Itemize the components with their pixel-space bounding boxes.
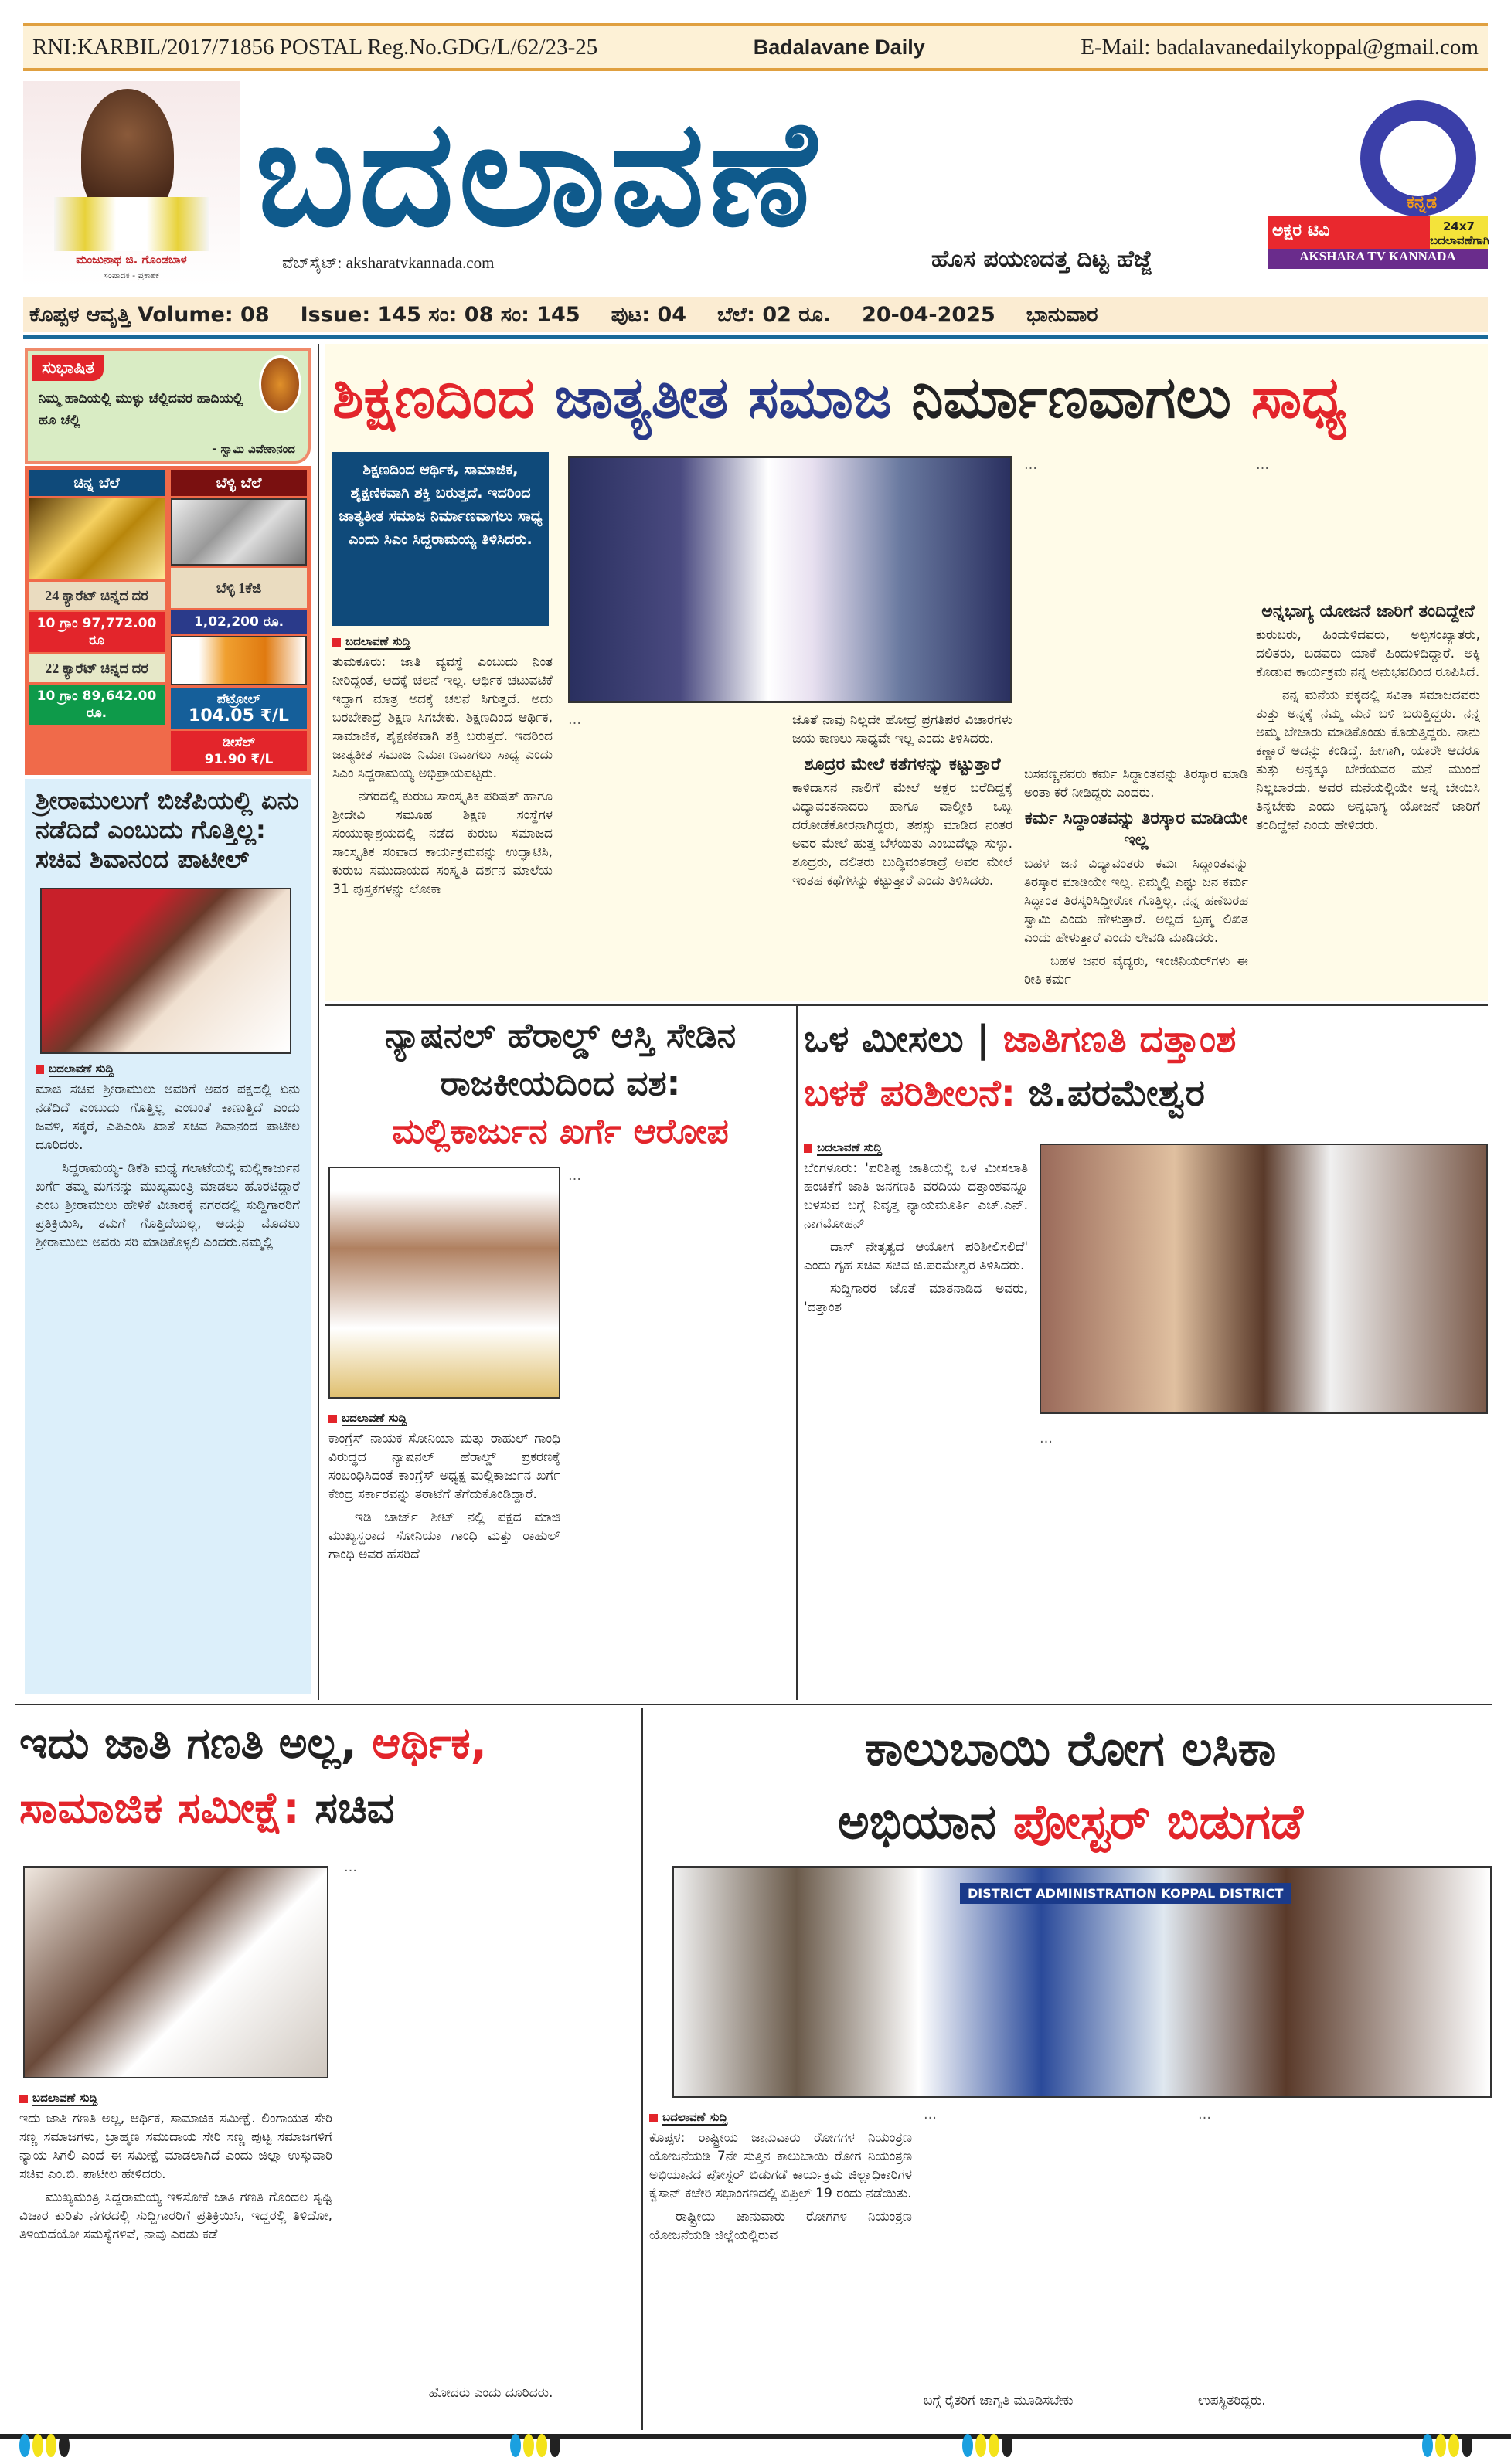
- text: ಸಾಧ್ಯ: [1251, 365, 1347, 431]
- text: ಕಾಂಗ್ರೆಸ್ ನಾಯಕ ಸೋನಿಯಾ ಮತ್ತು ರಾಹುಲ್ ಗಾಂಧಿ ವಿರುದ್ಧದ ನ್ಯಾಷನಲ್ ಹೆರಾಲ್ಡ್ ಪ್ರಕರಣಕ್ಕೆ ಸಂಬಂಧಿಸಿದಂತೆ ಕಾಂಗ್ರೆಸ್ ಅಧ್ಯಕ್ಷ ಮಲ್ಲಿಕಾರ್ಜುನ ಖರ್ಗೆ ಕೇಂದ್ರ ಸರ್ಕಾರವನ್ನು ತರಾಟೆಗೆ ತೆಗೆದುಕೊಂಡಿದ್ದಾರೆ.: [328, 1431, 560, 1502]
- tv-logo-badge: 24x7 ಬದಲಾವಣೆಗಾಗಿ: [1430, 216, 1488, 249]
- registration-marks: [510, 2434, 560, 2457]
- gold-prices: [29, 470, 165, 771]
- diesel-label: ಡೀಸೆಲ್: [223, 735, 255, 750]
- silver-value: 1,02,200 ರೂ.: [171, 610, 307, 634]
- paper-name-english: Badalavane Daily: [753, 35, 925, 59]
- petrol-label: ಪೆಟ್ರೋಲ್: [216, 692, 261, 707]
- editor-role: ಸಂಪಾದಕ - ಪ್ರಕಾಶಕ: [103, 270, 159, 280]
- lead-column-3: [792, 711, 1012, 997]
- registration-numbers: RNI:KARBIL/2017/71856 POSTAL Reg.No.GDG/L/62/23-25: [32, 34, 598, 59]
- text: ಬಳಕೆ ಪರಿಶೀಲನೆ:: [804, 1072, 1029, 1115]
- poster-banner-text: DISTRICT ADMINISTRATION KOPPAL DISTRICT: [960, 1883, 1291, 1904]
- text: ರಾಷ್ಟ್ರೀಯ ಜಾನುವಾರು ರೋಗಗಳ ನಿಯಂತ್ರಣ ಯೋಜನೆಯಡಿ ಜಿಲ್ಲೆಯಲ್ಲಿರುವ: [649, 2209, 912, 2243]
- article-headline: ಕಾಲುಬಾಯಿ ರೋಗ ಲಸಿಕಾ: [864, 1720, 1277, 1776]
- text: ಬದಲಾವಣೆ ಸುದ್ದಿ: [345, 634, 411, 648]
- column-divider: [796, 1004, 798, 1700]
- price-board: [25, 466, 311, 775]
- text: ಬದಲಾವಣೆ ಸುದ್ದಿ: [817, 1140, 883, 1154]
- paragraph: ಮಾಜಿ ಸಚಿವ ಶ್ರೀರಾಮುಲು ಅವರಿಗೆ ಅವರ ಪಕ್ಷದಲ್ಲಿ ಏನು ನಡೆದಿದೆ ಎಂಬುದು ಗೊತ್ತಿಲ್ಲ ಎಂಬಂತೆ ಕಾಣುತ್ತಿದೆ ಎಂದು ಜವಳಿ, ಸಕ್ಕರೆ, ಎಪಿಎಂಸಿ ಖಾತೆ ಸಚಿವ ಶಿವಾನಂದ ಪಾಟೀಲ ದೂರಿದರು.: [36, 1082, 300, 1154]
- text: ಪೋಸ್ಟರ್ ಬಿಡುಗಡೆ: [1012, 1793, 1304, 1850]
- issue: Issue: 145 ಸಂ: 08 ಸಂ: 145: [300, 302, 580, 327]
- lead-column-2: …: [568, 712, 581, 728]
- text: ಇದು ಜಾತಿ ಗಣತಿ ಅಲ್ಲ,: [19, 1718, 373, 1769]
- text: ಸಾಮಾಜಿಕ ಸಮೀಕ್ಷೆ:: [19, 1783, 315, 1834]
- text: ಬದಲಾವಣೆ ಸುದ್ದಿ: [342, 1411, 407, 1425]
- text: ನಿರ್ಮಾಣವಾಗಲು: [911, 365, 1251, 431]
- paragraph: ಉಪಸ್ಥಿತರಿದ್ದರು.: [1198, 2393, 1266, 2408]
- subhashita-label: ಸುಭಾಷಿತ: [32, 355, 104, 381]
- divider: [15, 1704, 1492, 1705]
- editor-name: ಮಂಜುನಾಥ ಜಿ. ಗೊಂಡಬಾಳ: [76, 253, 187, 267]
- text: ಕುರುಬರು, ಹಿಂದುಳಿದವರು, ಅಲ್ಪಸಂಖ್ಯಾತರು, ದಲಿತರು, ಬಡವರು ಯಾಕೆ ಹಿಂದುಳಿದಿದ್ದಾರೆ. ಅಕ್ಕಿ ಕೊಡುವ ಕಾರ್ಯಕ್ರಮ ನನ್ನ ಅನುಭವದಿಂದ ರೂಪಿಸಿದೆ.: [1256, 627, 1480, 680]
- text: ಬದಲಾವಣೆ ಸುದ್ದಿ: [49, 1062, 114, 1076]
- lead-article: [325, 344, 1488, 1001]
- gold22-label: 22 ಕ್ಯಾರೆಟ್ ಚಿನ್ನದ ದರ: [29, 654, 165, 682]
- subheading: ಕರ್ಮ ಸಿದ್ಧಾಂತವನ್ನು ತಿರಸ್ಕಾರ ಮಾಡಿಯೇ ಇಲ್ಲ: [1024, 809, 1248, 850]
- paragraph: ಹೋದರು ಎಂದು ದೂರಿದರು.: [428, 2385, 553, 2401]
- text: ಕಾಳಿದಾಸನ ನಾಲಿಗೆ ಮೇಲೆ ಅಕ್ಷರ ಬರೆದಿದ್ದಕ್ಕೆ ವಿದ್ಯಾವಂತನಾದರು ಹಾಗೂ ವಾಲ್ಮೀಕಿ ಒಬ್ಬ ದರೋಡೆಕೋರನಾಗಿದ್ದರು, ತಪಸ್ಸು ಮಾಡಿದ ನಂತರ ಅವರ ಮೇಲೆ ಹುತ್ತ ಬೆಳೆಯಿತು ಎಂಬುದೆಲ್ಲಾ ಸುಳ್ಳು. ಶೂದ್ರರು, ದಲಿತರು ಬುದ್ಧಿವಂತರಾದ್ರೆ ಅವರ ಮೇಲೆ ಇಂತಹ ಕಥೆಗಳನ್ನು ಕಟ್ಟುತ್ತಾರೆ ಎಂದು ತಿಳಿಸಿದರು.: [792, 780, 1012, 889]
- parameshwara-photo: [1040, 1144, 1488, 1414]
- text: ಬದಲಾವಣೆ ಸುದ್ದಿ: [662, 2110, 728, 2124]
- text: ಒಳ ಮೀಸಲು |: [804, 1018, 1003, 1061]
- article-fmd-vaccine: ಕಾಲುಬಾಯಿ ರೋಗ ಲಸಿಕಾ ಅಭಿಯಾನ ಪೋಸ್ಟರ್ ಬಿಡುಗಡೆ DISTRICT ADMINISTRATION KOPPAL DISTRICT ಬದಲಾವಣೆ ಸುದ್ದಿ ಕೊಪ್ಪಳ: ರಾಷ್ಟ್ರೀಯ ಜಾನುವಾರು ರೋಗಗಳ ನಿಯಂತ್ರಣ ಯೋಜನೆಯಡಿ 7ನೇ ಸುತ್ತಿನ ಕಾಲುಬಾಯಿ ರೋಗ ನಿಯಂತ್ರಣ ಅಭಿಯಾನದ ಪೋಸ್ಟರ್ ಬಿಡುಗಡೆ ಕಾರ್ಯಕ್ರಮ ಜಿಲ್ಲಾಧಿಕಾರಿಗಳ ಕ್ವೆಸಾನ್ ಕಚೇರಿ ಸಭಾಂಗಣದಲ್ಲಿ ಏಪ್ರಿಲ್ 19 ರಂದು ನಡೆಯಿತು. ರಾಷ್ಟ್ರೀಯ ಜಾನುವಾರು ರೋಗಗಳ ನಿಯಂತ್ರಣ ಯೋಜನೆಯಡಿ ಜಿಲ್ಲೆಯಲ್ಲಿರುವ … ಬಗ್ಗೆ ರೈತರಿಗೆ ಜಾಗೃತಿ ಮೂಡಿಸಬೇಕು … ಉಪಸ್ಥಿತರಿದ್ದರು.: [649, 1711, 1492, 2426]
- text: ಬೆಂಗಳೂರು: 'ಪರಿಶಿಷ್ಟ ಜಾತಿಯಲ್ಲಿ ಒಳ ಮೀಸಲಾತಿ ಹಂಚಿಕೆಗೆ ಜಾತಿ ಜನಗಣತಿ ವರದಿಯ ದತ್ತಾಂಶವನ್ನೂ ಬಳಸುವ ಬಗ್ಗೆ ನಿವೃತ್ತ ನ್ಯಾಯಮೂರ್ತಿ ಎಚ್.ಎನ್. ನಾಗಮೋಹನ್: [804, 1161, 1028, 1232]
- subhashita-box: [25, 348, 311, 464]
- fuel-pump-icon: [171, 636, 307, 685]
- petrol-value: 104.05 ₹/L: [189, 706, 289, 726]
- article-headline: ನ್ಯಾಷನಲ್ ಹೆರಾಲ್ಡ್ ಆಸ್ತಿ ಸೇಡಿನ ರಾಜಕೀಯದಿಂದ ವಶ:: [384, 1016, 737, 1103]
- silver-header: ಬೆಳ್ಳಿ ಬೆಲೆ: [171, 470, 307, 496]
- text: ಇಡಿ ಚಾರ್ಜ್ ಶೀಟ್ ನಲ್ಲಿ ಪಕ್ಷದ ಮಾಜಿ ಮುಖ್ಯಸ್ಥರಾದ ಸೋನಿಯಾ ಗಾಂಧಿ ಮತ್ತು ರಾಹುಲ್ ಗಾಂಧಿ ಅವರ ಹೆಸರಿದೆ: [328, 1510, 560, 1562]
- tagline: ಹೊಸ ಪಯಣದತ್ತ ದಿಟ್ಟ ಹೆಜ್ಜೆ: [931, 246, 1152, 273]
- editor-shawl: [54, 197, 209, 251]
- website: ವೆಬ್‌ಸೈಟ್: aksharatvkannada.com: [282, 253, 495, 272]
- price: ಬೆಲೆ: 02 ರೂ.: [717, 302, 832, 327]
- text: ಜಿ.ಪರಮೇಶ್ವರ: [1028, 1072, 1205, 1115]
- gold22-value: 10 ಗ್ರಾಂ 89,642.00 ರೂ.: [29, 685, 165, 725]
- article-headline-red: ಮಲ್ಲಿಕಾರ್ಜುನ ಖರ್ಗೆ ಆರೋಪ: [392, 1112, 729, 1151]
- editor-photo: [23, 81, 240, 286]
- byline: [36, 1062, 300, 1077]
- text: ಬಹಳ ಜನರ ವೈದ್ಯರು, ಇಂಜಿನಿಯರ್‌ಗಳು ಈ ರೀತಿ ಕರ್ಮ: [1024, 953, 1248, 987]
- subhashita-quote: ನಿಮ್ಮ ಹಾದಿಯಲ್ಲಿ ಮುಳ್ಳು ಚೆಲ್ಲಿದವರ ಹಾದಿಯಲ್ಲಿ ಹೂ ಚೆಲ್ಲಿ: [39, 391, 243, 428]
- text: ಬದಲಾವಣೆ ಸುದ್ದಿ: [32, 2091, 98, 2105]
- silver-bars-image: [171, 498, 307, 566]
- vivekananda-portrait: [259, 355, 301, 413]
- column-divider: [641, 1708, 643, 2430]
- lead-headline: [332, 348, 1484, 448]
- kharge-photo: [328, 1167, 560, 1399]
- silver-fuel-prices: [171, 470, 307, 771]
- subhashita-author: - ಸ್ವಾಮಿ ವಿವೇಕಾನಂದ: [212, 442, 295, 456]
- text: ಕೊಪ್ಪಳ: ರಾಷ್ಟ್ರೀಯ ಜಾನುವಾರು ರೋಗಗಳ ನಿಯಂತ್ರಣ ಯೋಜನೆಯಡಿ 7ನೇ ಸುತ್ತಿನ ಕಾಲುಬಾಯಿ ರೋಗ ನಿಯಂತ್ರಣ ಅಭಿಯಾನದ ಪೋಸ್ಟರ್ ಬಿಡುಗಡೆ ಕಾರ್ಯಕ್ರಮ ಜಿಲ್ಲಾಧಿಕಾರಿಗಳ ಕ್ವೆಸಾನ್ ಕಚೇರಿ ಸಭಾಂಗಣದಲ್ಲಿ ಏಪ್ರಿಲ್ 19 ರಂದು ನಡೆಯಿತು.: [649, 2130, 912, 2201]
- text: ಅಭಿಯಾನ: [837, 1793, 1013, 1850]
- article-kharge: ನ್ಯಾಷನಲ್ ಹೆರಾಲ್ಡ್ ಆಸ್ತಿ ಸೇಡಿನ ರಾಜಕೀಯದಿಂದ ವಶ: ಮಲ್ಲಿಕಾರ್ಜುನ ಖರ್ಗೆ ಆರೋಪ … ಬದಲಾವಣೆ ಸುದ್ದಿ ಕಾಂಗ್ರೆಸ್ ನಾಯಕ ಸೋನಿಯಾ ಮತ್ತು ರಾಹುಲ್ ಗಾಂಧಿ ವಿರುದ್ಧದ ನ್ಯಾಷನಲ್ ಹೆರಾಲ್ಡ್ ಪ್ರಕರಣಕ್ಕೆ ಸಂಬಂಧಿಸಿದಂತೆ ಕಾಂಗ್ರೆಸ್ ಅಧ್ಯಕ್ಷ ಮಲ್ಲಿಕಾರ್ಜುನ ಖರ್ಗೆ ಕೇಂದ್ರ ಸರ್ಕಾರವನ್ನು ತರಾಟೆಗೆ ತೆಗೆದುಕೊಂಡಿದ್ದಾರೆ. ಇಡಿ ಚಾರ್ಜ್ ಶೀಟ್ ನಲ್ಲಿ ಪಕ್ಷದ ಮಾಜಿ ಮುಖ್ಯಸ್ಥರಾದ ಸೋನಿಯಾ ಗಾಂಧಿ ಮತ್ತು ರಾಹುಲ್ ಗಾಂಧಿ ಅವರ ಹೆಸರಿದೆ: [328, 1012, 792, 1696]
- tv-logo-title: ಅಕ್ಷರ ಟಿವಿ: [1268, 216, 1430, 249]
- text: ಸುದ್ದಿಗಾರರ ಜೊತೆ ಮಾತನಾಡಿದ ಅವರು, 'ದತ್ತಾಂಶ: [804, 1281, 1028, 1315]
- article-shivanand-patil: [25, 779, 311, 1694]
- registration-marks: [19, 2434, 70, 2457]
- article-headline: ಶ್ರೀರಾಮುಲುಗೆ ಬಿಜೆಪಿಯಲ್ಲಿ ಏನು ನಡೆದಿದೆ ಎಂಬುದು ಗೊತ್ತಿಲ್ಲ: ಸಚಿವ ಶಿವಾನಂದ ಪಾಟೀಲ್: [36, 786, 299, 874]
- divider: [23, 335, 1488, 339]
- masthead-logo: ಬದಲಾವಣೆ: [255, 89, 821, 259]
- tv-logo-kannada: ಕನ್ನಡ: [1407, 193, 1438, 212]
- article-parameshwara: ಒಳ ಮೀಸಲು | ಜಾತಿಗಣತಿ ದತ್ತಾಂಶ ಬಳಕೆ ಪರಿಶೀಲನೆ: ಜಿ.ಪರಮೇಶ್ವರ ಬದಲಾವಣೆ ಸುದ್ದಿ ಬೆಂಗಳೂರು: 'ಪರಿಶಿಷ್ಟ ಜಾತಿಯಲ್ಲಿ ಒಳ ಮೀಸಲಾತಿ ಹಂಚಿಕೆಗೆ ಜಾತಿ ಜನಗಣತಿ ವರದಿಯ ದತ್ತಾಂಶವನ್ನೂ ಬಳಸುವ ಬಗ್ಗೆ ನಿವೃತ್ತ ನ್ಯಾಯಮೂರ್ತಿ ಎಚ್.ಎನ್. ನಾಗಮೋಹನ್ ದಾಸ್ ನೇತೃತ್ವದ ಆಯೋಗ ಪರಿಶೀಲಿಸಲಿದೆ' ಎಂದು ಗೃಹ ಸಚಿವ ಸಚಿವ ಜಿ.ಪರಮೇಶ್ವರ ತಿಳಿಸಿದರು. ಸುದ್ದಿಗಾರರ ಜೊತೆ ಮಾತನಾಡಿದ ಅವರು, 'ದತ್ತಾಂಶ …: [804, 1012, 1488, 1696]
- article-mb-patil: ಇದು ಜಾತಿ ಗಣತಿ ಅಲ್ಲ, ಆರ್ಥಿಕ, ಸಾಮಾಜಿಕ ಸಮೀಕ್ಷೆ: ಸಚಿವ ಬದಲಾವಣೆ ಸುದ್ದಿ ಇದು ಜಾತಿ ಗಣತಿ ಅಲ್ಲ, ಆರ್ಥಿಕ, ಸಾಮಾಜಿಕ ಸಮೀಕ್ಷೆ. ಲಿಂಗಾಯತ ಸೇರಿ ಸಣ್ಣ ಸಮಾಜಗಳು, ಬ್ರಾಹ್ಮಣ ಸಮುದಾಯ ಸೇರಿ ಸಣ್ಣ ಪುಟ್ಟ ಸಮಾಜಗಳಿಗೆ ನ್ಯಾಯ ಸಿಗಲಿ ಎಂದೆ ಈ ಸಮೀಕ್ಷೆ ಮಾಡಲಾಗಿದೆ ಎಂದು ಜಿಲ್ಲಾ ಉಸ್ತುವಾರಿ ಸಚಿವ ಎಂ.ಬಿ. ಪಾಟೀಲ ಹೇಳಿದರು. ಮುಖ್ಯಮಂತ್ರಿ ಸಿದ್ದರಾಮಯ್ಯ ಇಳಿಸೋಕೆ ಜಾತಿ ಗಣತಿ ಗೊಂದಲ ಸೃಷ್ಟಿ ವಿಚಾರ ಕುರಿತು ನಗರದಲ್ಲಿ ಸುದ್ದಿಗಾರರಿಗೆ ಪ್ರತಿಕ್ರಿಯಿಸಿ, ಇದ್ದರಲ್ಲಿ ತಿಳಿದೋ, ತಿಳಿಯದೆಯೋ ಸಮಸ್ಯೆಗಳಿವೆ, ನಾವು ಎರಡು ಕಡೆ … ಹೋದರು ಎಂದು ದೂರಿದರು.: [19, 1711, 638, 2426]
- divider: [325, 1004, 1488, 1006]
- text: ಮುಖ್ಯಮಂತ್ರಿ ಸಿದ್ದರಾಮಯ್ಯ ಇಳಿಸೋಕೆ ಜಾತಿ ಗಣತಿ ಗೊಂದಲ ಸೃಷ್ಟಿ ವಿಚಾರ ಕುರಿತು ನಗರದಲ್ಲಿ ಸುದ್ದಿಗಾರರಿಗೆ ಪ್ರತಿಕ್ರಿಯಿಸಿ, ಇದ್ದರಲ್ಲಿ ತಿಳಿದೋ, ತಿಳಿಯದೆಯೋ ಸಮಸ್ಯೆಗಳಿವೆ, ನಾವು ಎರಡು ಕಡೆ: [19, 2190, 332, 2242]
- registration-marks: [962, 2434, 1012, 2457]
- column-divider: [318, 344, 319, 1700]
- text: ಶಿಕ್ಷಣದಿಂದ: [332, 365, 555, 431]
- siddaramaiah-event-photo: [568, 456, 1012, 703]
- date: 20-04-2025: [862, 303, 995, 327]
- paragraph: ಬಗ್ಗೆ ರೈತರಿಗೆ ಜಾಗೃತಿ ಮೂಡಿಸಬೇಕು: [924, 2393, 1074, 2408]
- subheading: ಅನ್ನಭಾಗ್ಯ ಯೋಜನೆ ಜಾರಿಗೆ ತಂದಿದ್ದೇನೆ: [1261, 602, 1475, 621]
- gold24-label: 24 ಕ್ಯಾರೆಟ್ ಚಿನ್ನದ ದರ: [29, 582, 165, 610]
- subheading: ಶೂದ್ರರ ಮೇಲೆ ಕತೆಗಳನ್ನು ಕಟ್ಟುತ್ತಾರೆ: [804, 755, 1001, 774]
- gold24-value: 10 ಗ್ರಾಂ 97,772.00 ರೂ: [29, 612, 165, 652]
- email: E-Mail: badalavanedailykoppal@gmail.com: [1081, 34, 1479, 59]
- text: ಸಚಿವ: [315, 1783, 395, 1834]
- pages: ಪುಟ: 04: [611, 302, 687, 327]
- registration-marks: [1422, 2434, 1472, 2457]
- text: ಜಾತಿಗಣತಿ ದತ್ತಾಂಶ: [1002, 1018, 1237, 1061]
- pull-quote: ಶಿಕ್ಷಣದಿಂದ ಆರ್ಥಿಕ, ಸಾಮಾಜಿಕ, ಶೈಕ್ಷಣಿಕವಾಗಿ ಶಕ್ತಿ ಬರುತ್ತದೆ. ಇದರಿಂದ ಜಾತ್ಯತೀತ ಸಮಾಜ ನಿರ್ಮಾಣವಾಗಲು ಸಾಧ್ಯ ಎಂದು ಸಿಎಂ ಸಿದ್ದರಾಮಯ್ಯ ತಿಳಿಸಿದರು.: [332, 452, 549, 626]
- text: ನನ್ನ ಮನೆಯ ಪಕ್ಕದಲ್ಲಿ ಸವಿತಾ ಸಮಾಜದವರು ತುತ್ತು ಅನ್ನಕ್ಕೆ ನಮ್ಮ ಮನೆ ಬಳಿ ಬರುತ್ತಿದ್ದರು. ನನ್ನ ಅಮ್ಮ ಬೇಜಾರು ಮಾಡಿಕೊಂಡು ಕೊಡುತ್ತಿದ್ದರು. ನಾನು ಕಣ್ಣಾರೆ ಅದನ್ನು ಕಂಡಿದ್ದೆ. ಹೀಗಾಗಿ, ಯಾರೇ ಆದರೂ ತುತ್ತು ಅನ್ನಕ್ಕೂ ಬೇರೆಯವರ ಮನೆ ಮುಂದೆ ನಿಲ್ಲಬಾರದು. ಅವರ ಮನೆಯಲ್ಲಿಯೇ ಅನ್ನ ಬೇಯಿಸಿ ತಿನ್ನಬೇಕು ಎಂದು ಅನ್ನಭಾಗ್ಯ ಯೋಜನೆ ಜಾರಿಗೆ ತಂದಿದ್ದೇನೆ ಎಂದು ಹೇಳಿದರು.: [1256, 688, 1480, 833]
- silver-unit: ಬೆಳ್ಳಿ 1ಕೆಜಿ: [171, 568, 307, 608]
- mb-patil-photo: [23, 1866, 328, 2078]
- lead-column-4: … ಬಸವಣ್ಣನವರು ಕರ್ಮ ಸಿದ್ಧಾಂತವನ್ನು ತಿರಸ್ಕಾರ ಮಾಡಿ ಅಂತಾ ಕರೆ ನೀಡಿದ್ದರು ಎಂದರು. ಕರ್ಮ ಸಿದ್ಧಾಂತವನ್ನು ತಿರಸ್ಕಾರ ಮಾಡಿಯೇ ಇಲ್ಲ ಬಹಳ ಜನ ವಿದ್ಯಾವಂತರು ಕರ್ಮ ಸಿದ್ಧಾಂತವನ್ನು ತಿರಸ್ಕಾರ ಮಾಡಿಯೇ ಇಲ್ಲ. ನಿಮ್ಮಲ್ಲಿ ಎಷ್ಟು ಜನ ಕರ್ಮ ಸಿದ್ಧಾಂತ ತಿರಸ್ಕರಿಸಿದ್ದೀರೋ ಗೊತ್ತಿಲ್ಲ. ನನ್ನ ಹಣೆಬರಹ ಸ್ವಾಮಿ ಎಂದು ಹೇಳುತ್ತಾರೆ. ಅಲ್ಲದೆ ಬ್ರಹ್ಮ ಲಿಖಿತ ಎಂದು ಹೇಳುತ್ತಾರೆ ಎಂದು ಲೇವಡಿ ಮಾಡಿದರು. ಬಹಳ ಜನರ ವೈದ್ಯರು, ಇಂಜಿನಿಯರ್‌ಗಳು ಈ ರೀತಿ ಕರ್ಮ: [1024, 457, 1248, 987]
- text: ಆರ್ಥಿಕ,: [372, 1718, 487, 1769]
- text: ನಗರದಲ್ಲಿ ಕುರುಬ ಸಾಂಸ್ಕೃತಿಕ ಪರಿಷತ್ ಹಾಗೂ ಶ್ರೀದೇವಿ ಸಮೂಹ ಶಿಕ್ಷಣ ಸಂಸ್ಥೆಗಳ ಸಂಯುಕ್ತಾಶ್ರಯದಲ್ಲಿ ನಡೆದ ಕುರುಬ ಸಮಾಜದ ಸಾಂಸ್ಕೃತಿಕ ಸಂವಾದ ಕಾರ್ಯಕ್ರಮವನ್ನು ಉದ್ಘಾಟಿಸಿ, ಕುರುಬ ಸಮುದಾಯದ ಸಂಸ್ಕೃತಿ ದರ್ಶನ ಮಾಲೆಯ 31 ಪುಸ್ತಕಗಳನ್ನು ಲೋಕಾ: [332, 789, 553, 897]
- shivanand-patil-photo: [40, 888, 291, 1054]
- text: ಜಾತ್ಯತೀತ ಸಮಾಜ: [554, 365, 912, 431]
- text: ದಾಸ್ ನೇತೃತ್ವದ ಆಯೋಗ ಪರಿಶೀಲಿಸಲಿದೆ' ಎಂದು ಗೃಹ ಸಚಿವ ಸಚಿವ ಜಿ.ಪರಮೇಶ್ವರ ತಿಳಿಸಿದರು.: [804, 1239, 1028, 1273]
- text: ಇದು ಜಾತಿ ಗಣತಿ ಅಲ್ಲ, ಆರ್ಥಿಕ, ಸಾಮಾಜಿಕ ಸಮೀಕ್ಷೆ. ಲಿಂಗಾಯತ ಸೇರಿ ಸಣ್ಣ ಸಮಾಜಗಳು, ಬ್ರಾಹ್ಮಣ ಸಮುದಾಯ ಸೇರಿ ಸಣ್ಣ ಪುಟ್ಟ ಸಮಾಜಗಳಿಗೆ ನ್ಯಾಯ ಸಿಗಲಿ ಎಂದೆ ಈ ಸಮೀಕ್ಷೆ ಮಾಡಲಾಗಿದೆ ಎಂದು ಜಿಲ್ಲಾ ಉಸ್ತುವಾರಿ ಸಚಿವ ಎಂ.ಬಿ. ಪಾಟೀಲ ಹೇಳಿದರು.: [19, 2111, 332, 2182]
- gold-header: ಚಿನ್ನ ಬೆಲೆ: [29, 470, 165, 496]
- text: ಬಹಳ ಜನ ವಿದ್ಯಾವಂತರು ಕರ್ಮ ಸಿದ್ಧಾಂತವನ್ನು ತಿರಸ್ಕಾರ ಮಾಡಿಯೇ ಇಲ್ಲ. ನಿಮ್ಮಲ್ಲಿ ಎಷ್ಟು ಜನ ಕರ್ಮ ಸಿದ್ಧಾಂತ ತಿರಸ್ಕರಿಸಿದ್ದೀರೋ ಗೊತ್ತಿಲ್ಲ. ನನ್ನ ಹಣೆಬರಹ ಸ್ವಾಮಿ ಎಂದು ಹೇಳುತ್ತಾರೆ. ಅಲ್ಲದೆ ಬ್ರಹ್ಮ ಲಿಖಿತ ಎಂದು ಹೇಳುತ್ತಾರೆ ಎಂದು ಲೇವಡಿ ಮಾಡಿದರು.: [1024, 856, 1248, 946]
- issue-info-strip: [23, 297, 1488, 332]
- top-band: [23, 23, 1488, 71]
- edition: ಕೊಪ್ಪಳ ಆವೃತ್ತಿ Volume: 08: [29, 302, 270, 327]
- gold-bars-image: [29, 498, 165, 579]
- text: ಬಸವಣ್ಣನವರು ಕರ್ಮ ಸಿದ್ಧಾಂತವನ್ನು ತಿರಸ್ಕಾರ ಮಾಡಿ ಅಂತಾ ಕರೆ ನೀಡಿದ್ದರು ಎಂದರು.: [1024, 766, 1248, 800]
- lead-column-1: [332, 630, 553, 993]
- day: ಭಾನುವಾರ: [1026, 302, 1098, 327]
- text: ಜೊತೆ ನಾವು ನಿಲ್ಲದೇ ಹೋದ್ರೆ ಪ್ರಗತಿಪರ ವಿಚಾರಗಳು ಜಯ ಕಾಣಲು ಸಾಧ್ಯವೇ ಇಲ್ಲ ಎಂದು ತಿಳಿಸಿದರು.: [792, 712, 1012, 746]
- lead-column-5: … ಅನ್ನಭಾಗ್ಯ ಯೋಜನೆ ಜಾರಿಗೆ ತಂದಿದ್ದೇನೆ ಕುರುಬರು, ಹಿಂದುಳಿದವರು, ಅಲ್ಪಸಂಖ್ಯಾತರು, ದಲಿತರು, ಬಡವರು ಯಾಕೆ ಹಿಂದುಳಿದಿದ್ದಾರೆ. ಅಕ್ಕಿ ಕೊಡುವ ಕಾರ್ಯಕ್ರಮ ನನ್ನ ಅನುಭವದಿಂದ ರೂಪಿಸಿದೆ. ನನ್ನ ಮನೆಯ ಪಕ್ಕದಲ್ಲಿ ಸವಿತಾ ಸಮಾಜದವರು ತುತ್ತು ಅನ್ನಕ್ಕೆ ನಮ್ಮ ಮನೆ ಬಳಿ ಬರುತ್ತಿದ್ದರು. ನನ್ನ ಅಮ್ಮ ಬೇಜಾರು ಮಾಡಿಕೊಂಡು ಕೊಡುತ್ತಿದ್ದರು. ನಾನು ಕಣ್ಣಾರೆ ಅದನ್ನು ಕಂಡಿದ್ದೆ. ಹೀಗಾಗಿ, ಯಾರೇ ಆದರೂ ತುತ್ತು ಅನ್ನಕ್ಕೂ ಬೇರೆಯವರ ಮನೆ ಮುಂದೆ ನಿಲ್ಲಬಾರದು. ಅವರ ಮನೆಯಲ್ಲಿಯೇ ಅನ್ನ ಬೇಯಿಸಿ ತಿನ್ನಬೇಕು ಎಂದು ಅನ್ನಭಾಗ್ಯ ಯೋಜನೆ ಜಾರಿಗೆ ತಂದಿದ್ದೇನೆ ಎಂದು ಹೇಳಿದರು.: [1256, 457, 1480, 833]
- poster-release-photo: [672, 1866, 1492, 2098]
- tv-logo-name: AKSHARA TV KANNADA: [1268, 249, 1488, 269]
- paragraph: ಸಿದ್ದರಾಮಯ್ಯ- ಡಿಕೆಶಿ ಮಧ್ಯೆ ಗಲಾಟೆಯಲ್ಲಿ ಮಲ್ಲಿಕಾರ್ಜುನ ಖರ್ಗೆ ತಮ್ಮ ಮಗನನ್ನು ಮುಖ್ಯಮಂತ್ರಿ ಮಾಡಲು ಹೊರಟಿದ್ದಾರೆ ಎಂಬ ಶ್ರೀರಾಮುಲು ಹೇಳಿಕೆ ವಿಚಾರಕ್ಕೆ ನಗರದಲ್ಲಿ ಸುದ್ದಿಗಾರರಿಗೆ ಪ್ರತಿಕ್ರಿಯಿಸಿ, ತಮಗೆ ಗೊತ್ತಿದೆಯಲ್ಲ, ಅದನ್ನು ಮೊದಲು ಶ್ರೀರಾಮುಲು ಅವರು ಸರಿ ಮಾಡಿಕೊಳ್ಳಲಿ ಎಂದರು.ನಮ್ಮಲ್ಲಿ: [36, 1161, 300, 1251]
- text: ತುಮಕೂರು: ಜಾತಿ ವ್ಯವಸ್ಥೆ ಎಂಬುದು ನಿಂತ ನೀರಿದ್ದಂತೆ, ಅದಕ್ಕೆ ಚಲನೆ ಇಲ್ಲ. ಆರ್ಥಿಕ ಚಟುವಟಿಕೆ ಇದ್ದಾಗ ಮಾತ್ರ ಅದಕ್ಕೆ ಚಲನೆ ಸಿಗುತ್ತದೆ. ಅದು ಬರಬೇಕಾದ್ರೆ ಶಿಕ್ಷಣ ಸಿಗಬೇಕು. ಶಿಕ್ಷಣದಿಂದ ಆರ್ಥಿಕ, ಸಾಮಾಜಿಕ, ಶೈಕ್ಷಣಿಕವಾಗಿ ಶಕ್ತಿ ಬರುತ್ತದೆ. ಇದರಿಂದ ಜಾತ್ಯತೀತ ಸಮಾಜ ನಿರ್ಮಾಣವಾಗಲು ಸಾಧ್ಯ ಎಂದು ಸಿಎಂ ಸಿದ್ದರಾಮಯ್ಯ ಅಭಿಪ್ರಾಯಪಟ್ಟರು.: [332, 654, 553, 781]
- diesel-value: 91.90 ₹/L: [204, 752, 274, 767]
- akshara-tv-logo: [1268, 85, 1488, 290]
- footer-rule: [0, 2434, 1511, 2439]
